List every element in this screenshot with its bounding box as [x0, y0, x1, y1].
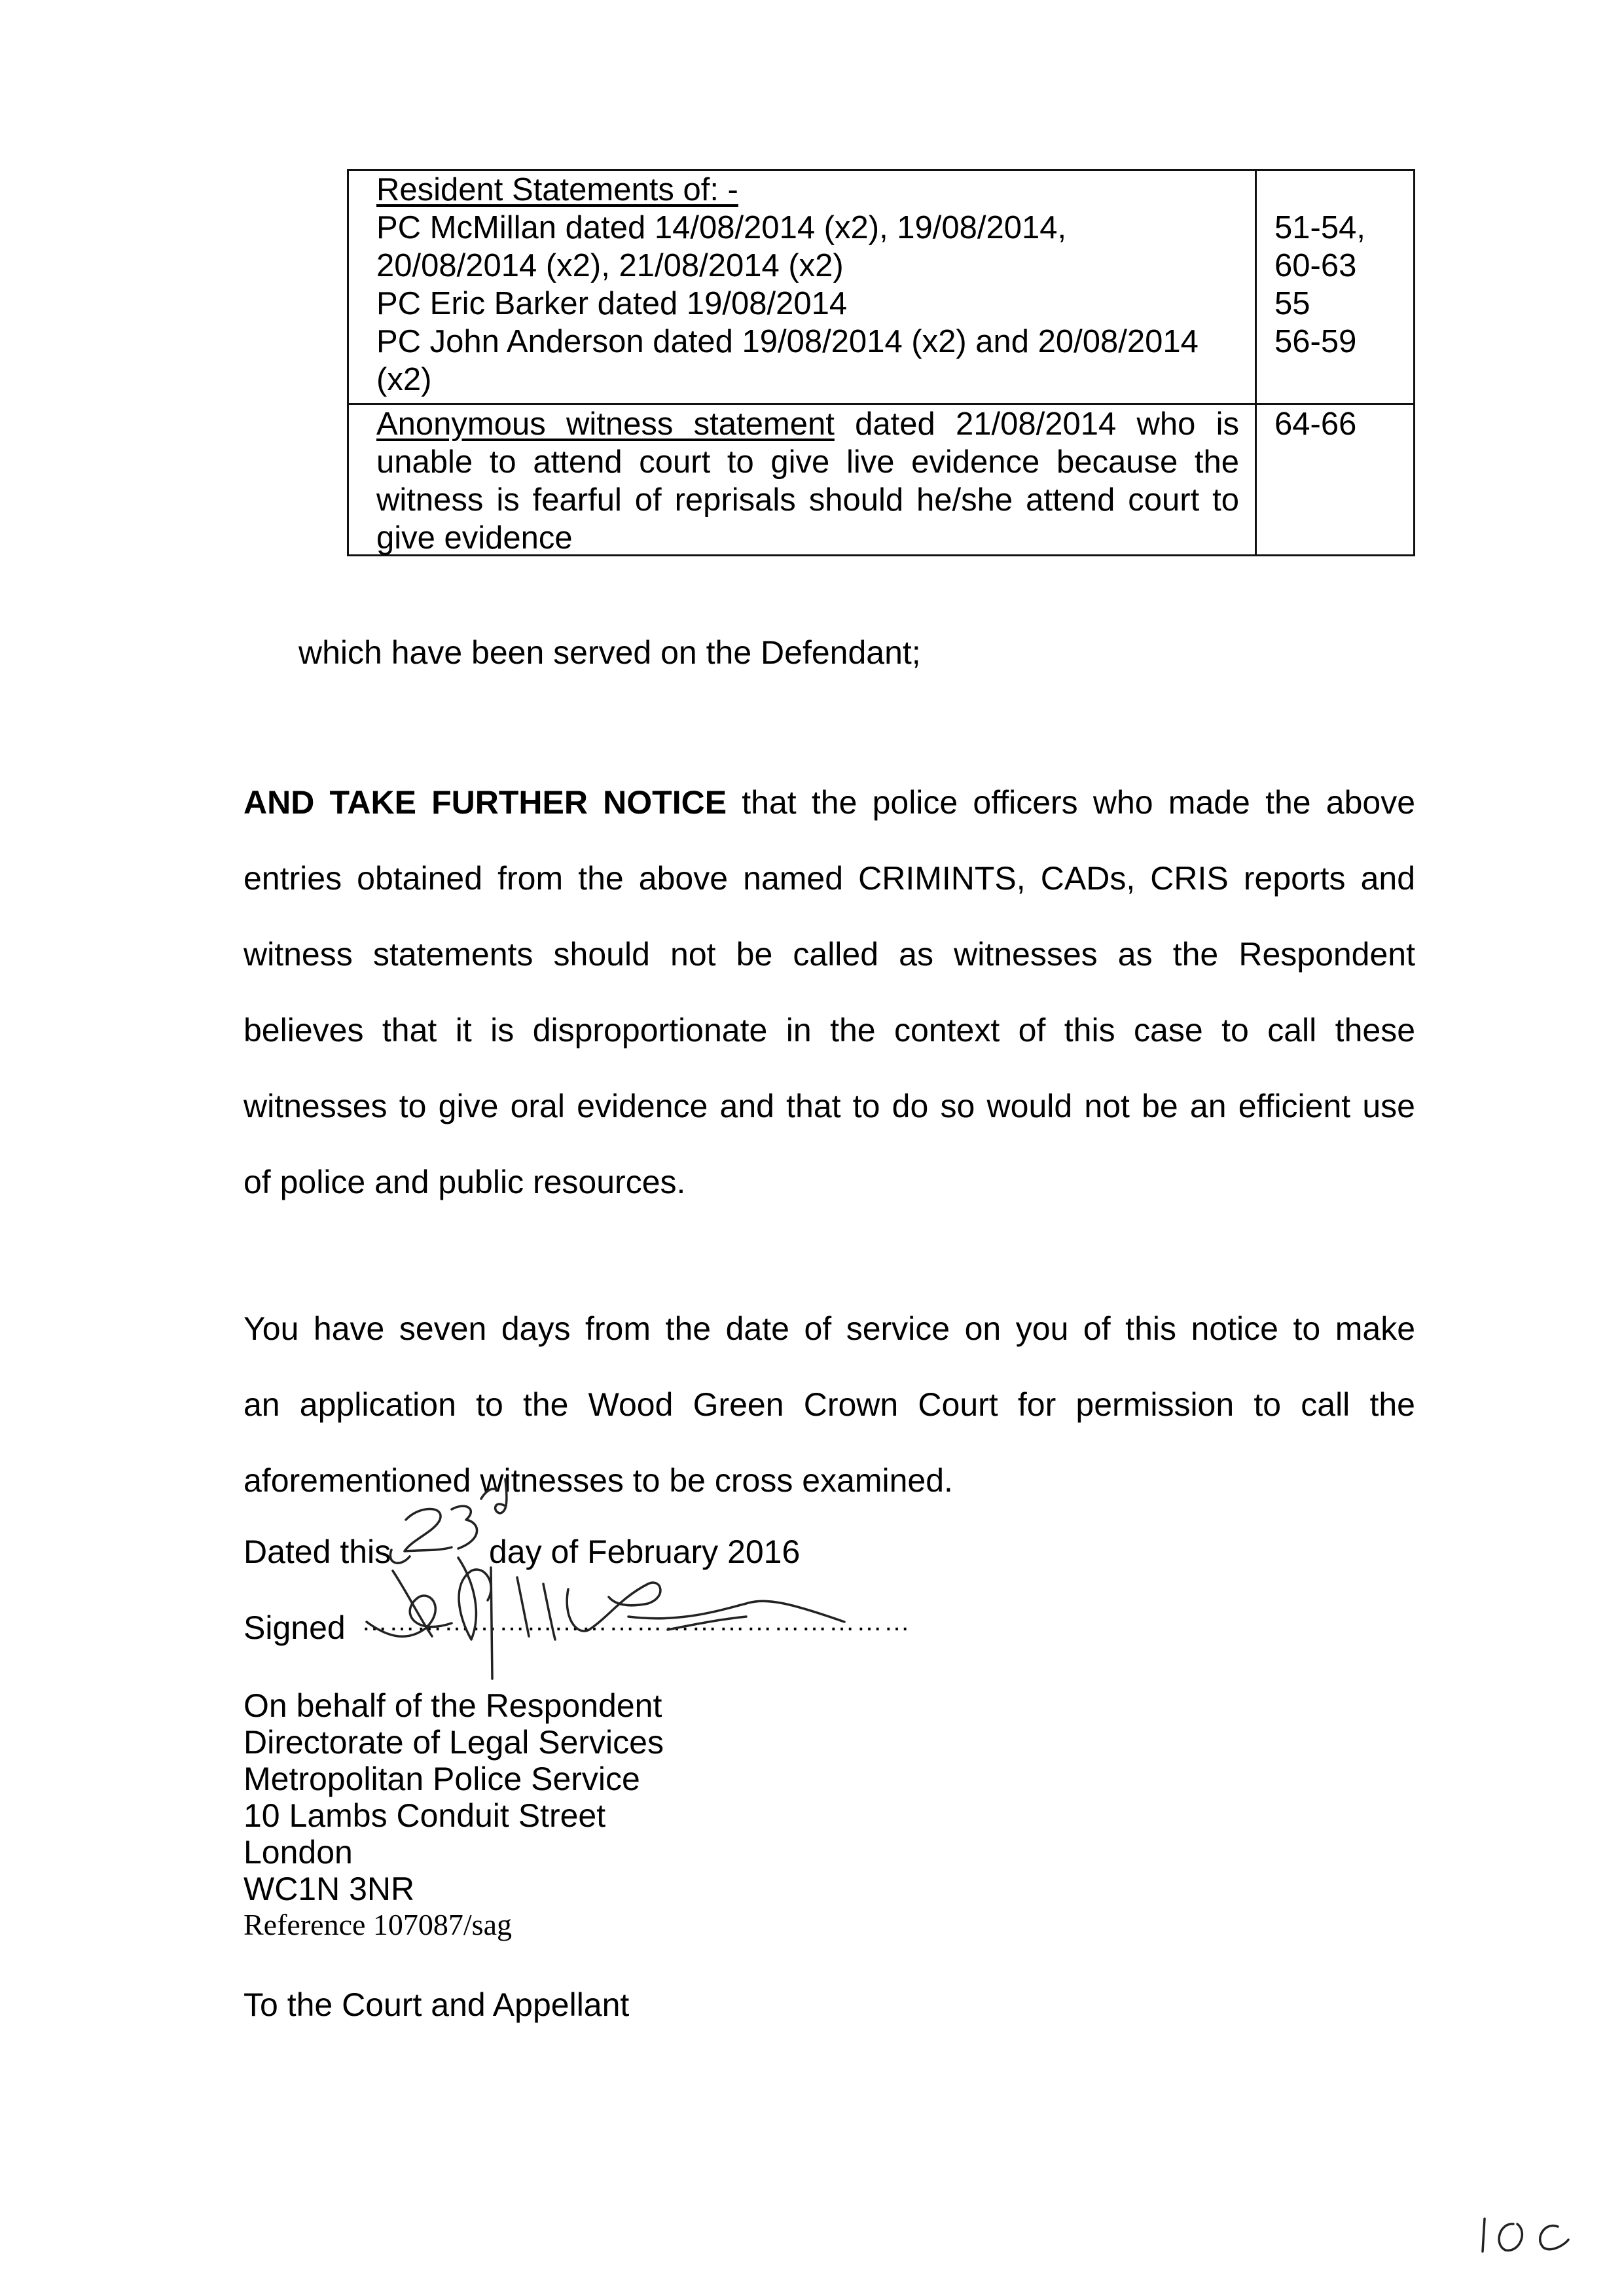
- dated-prefix: Dated this: [244, 1534, 391, 1570]
- notice-line-2: entries obtained from the above named CRIMINTS, CADs, CRIS reports and: [244, 860, 1415, 897]
- page-ref-5: 64-66: [1274, 406, 1357, 442]
- application-line-3: aforementioned witnesses to be cross examined.: [244, 1462, 953, 1499]
- reference-number: Reference 107087/sag: [244, 1908, 513, 1941]
- address-line-2: Directorate of Legal Services: [244, 1724, 664, 1761]
- signed-label: Signed: [244, 1609, 346, 1646]
- address-line-5: London: [244, 1834, 353, 1871]
- statement-line-3: PC Eric Barker dated 19/08/2014: [376, 286, 848, 321]
- evidence-table: [347, 169, 1415, 556]
- notice-line-5: witnesses to give oral evidence and that to do so would not be an efficient use: [244, 1088, 1415, 1124]
- page-ref-3: 55: [1274, 286, 1310, 321]
- address-line-3: Metropolitan Police Service: [244, 1761, 640, 1797]
- statement-line-2: 20/08/2014 (x2), 21/08/2014 (x2): [376, 248, 844, 283]
- page-mark: [1483, 2219, 1568, 2251]
- page-ref-1: 51-54,: [1274, 210, 1365, 245]
- notice-line-1: [244, 764, 1415, 840]
- notice-line-4: believes that it is disproportionate in the context of this case to call these: [244, 1012, 1415, 1049]
- served-line: which have been served on the Defendant;: [298, 634, 921, 671]
- addressee-line: To the Court and Appellant: [244, 1986, 630, 2023]
- application-line-2: an application to the Wood Green Crown Court for permission to call the: [244, 1386, 1415, 1423]
- notice-bold-heading: AND TAKE FURTHER NOTICE: [244, 784, 727, 821]
- dated-suffix: day of February 2016: [489, 1534, 801, 1570]
- notice-line-6: of police and public resources.: [244, 1164, 686, 1200]
- table-column-divider: [1255, 171, 1257, 554]
- statement-line-4: PC John Anderson dated 19/08/2014 (x2) and 20/08/2014: [376, 324, 1199, 359]
- address-line-6: WC1N 3NR: [244, 1871, 415, 1907]
- application-line-1: You have seven days from the date of service on you of this notice to make: [244, 1310, 1415, 1347]
- address-line-1: On behalf of the Respondent: [244, 1687, 662, 1724]
- address-line-4: 10 Lambs Conduit Street: [244, 1797, 606, 1834]
- page-ref-4: 56-59: [1274, 324, 1357, 359]
- page-ref-2: 60-63: [1274, 248, 1357, 283]
- anonymous-statement-cell: [376, 405, 1239, 557]
- signature-dots: ……………………………………………………: [361, 1607, 911, 1636]
- notice-line-1-text: that the police officers who made the above: [727, 784, 1415, 821]
- resident-statements-heading: Resident Statements of: -: [376, 172, 738, 207]
- further-notice-paragraph: [244, 764, 1415, 1220]
- anonymous-statement-text: dated 21/08/2014 who is unable to attend court to give live evidence because the witness is fearful of reprisals should he/she attend court to give evidence: [376, 406, 1239, 556]
- statement-line-1: PC McMillan dated 14/08/2014 (x2), 19/08/2014,: [376, 210, 1067, 245]
- notice-line-3: witness statements should not be called as witnesses as the Respondent: [244, 936, 1415, 973]
- statement-line-5: (x2): [376, 362, 432, 397]
- anonymous-statement-title: Anonymous witness statement: [376, 406, 835, 442]
- application-paragraph: [244, 1291, 1415, 1518]
- respondent-address: [244, 1687, 664, 1907]
